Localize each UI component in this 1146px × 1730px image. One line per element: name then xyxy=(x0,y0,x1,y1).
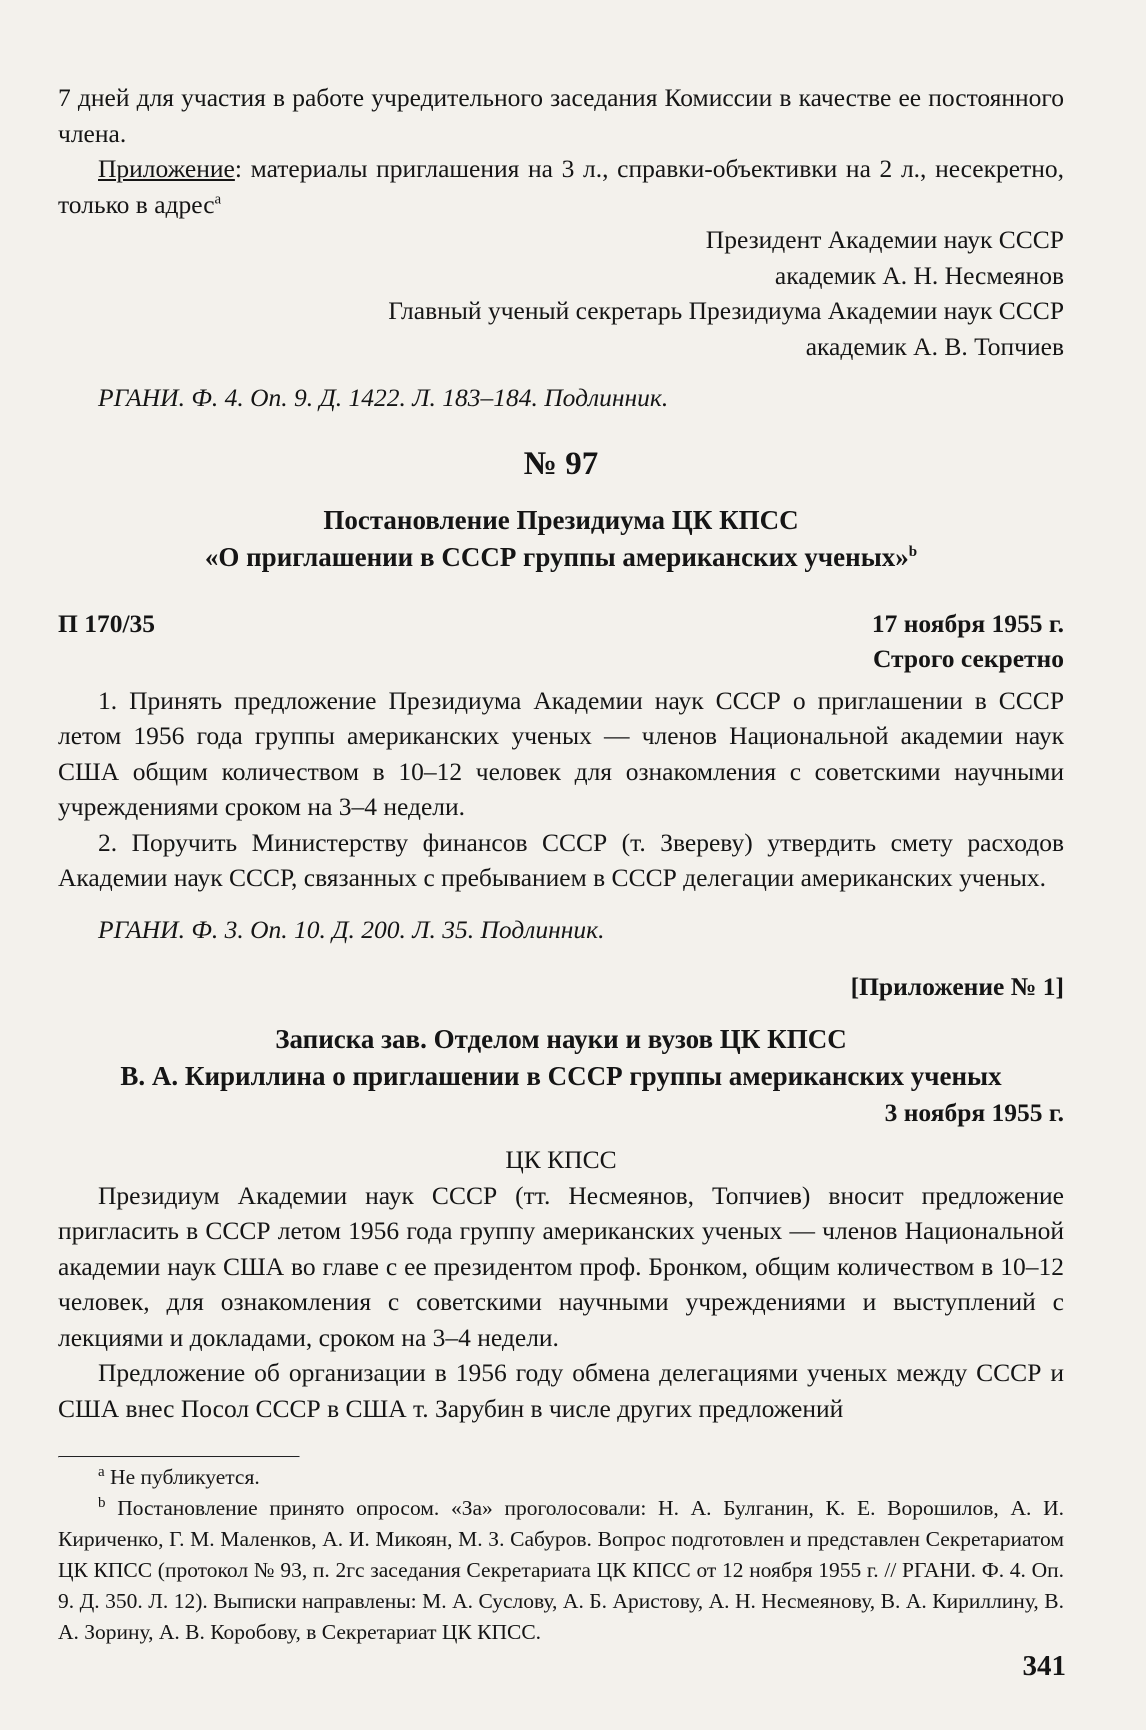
addressee: ЦК КПСС xyxy=(505,1145,617,1174)
appendix-title-line-2: В. А. Кириллина о приглашении в СССР группы американских ученых xyxy=(120,1060,1002,1091)
signature-line-3: Главный ученый секретарь Президиума Академии наук СССР xyxy=(388,296,1064,325)
footnote-b: $^b$ Постановление принято опросом. «За» проголосовали: Н. А. Булганин, К. Е. Ворошилов, А. И. Кириченко, Г. М. Маленков, А. И. Микоян, М. З. Сабуров. Вопрос подготовлен и представлен Секретариатом ЦК КПСС (протокол № 93, п. 2гс заседания Секретариата ЦК КПСС от 12 ноября 1955 г. // РГАНИ. Ф. 4. Оп. 9. Д. 350. Л. 12). Выписки направлены: М. А. Суслову, А. Б. Аристову, А. Н. Несмеянову, В. А. Кириллину, В. А. Зорину, А. В. Коробову, в Секретариат ЦК КПСС. xyxy=(58,1494,1064,1644)
appendix-paragraph-1: Президиум Академии наук СССР (тт. Несмеянов, Топчиев) вносит предложение пригласить в СССР летом 1956 года группу американских ученых — членов Национальной академии наук США во главе с ее президентом проф. Бронком, общим количеством в 10–12 человек, для ознакомления с советскими научными учреждениями и выступлений с лекциями и докладами, сроком на 3–4 недели. xyxy=(58,1180,1064,1352)
footnote-rule xyxy=(58,1456,300,1458)
signature-line-4: академик А. В. Топчиев xyxy=(805,331,1064,361)
attachment-label: Приложение xyxy=(98,154,235,183)
archive-source-1: РГАНИ. Ф. 4. Оп. 9. Д. 1422. Л. 183–184. Подлинник. xyxy=(98,383,669,412)
classification-stamp: Строго секретно xyxy=(872,644,1064,673)
attachment-text: : материалы приглашения на 3 л., справки-объективки на 2 л., несекретно, только в адрес xyxy=(58,154,1064,219)
footnote-a: $^a$ Не публикуется. xyxy=(98,1463,260,1489)
document-title-line-2: «О приглашении в СССР группы американских ученых»$^b$ xyxy=(204,541,918,572)
document-title-line-1: Постановление Президиума ЦК КПСС xyxy=(323,504,799,535)
resolution-item-2: 2. Поручить Министерству финансов СССР (т. Звереву) утвердить смету расходов Академии наук СССР, связанных с пребыванием в СССР делегации американских ученых. xyxy=(58,827,1064,892)
continuation-text: 7 дней для участия в работе учредительного заседания Комиссии в качестве ее постоянного члена. xyxy=(58,83,1064,148)
protocol-number: П 170/35 xyxy=(58,608,156,638)
document-date: 17 ноября 1955 г. xyxy=(871,608,1064,638)
appendix-paragraph-2: Предложение об организации в 1956 году обмена делегациями ученых между СССР и США внес Посол СССР в США т. Зарубин в числе других предложений xyxy=(58,1358,1064,1423)
resolution-item-1: 1. Принять предложение Президиума Академии наук СССР о приглашении в СССР летом 1956 года группы американских ученых — членов Национальной академии наук США общим количеством в 10–12 человек для ознакомления с советскими научными учреждениями сроком на 3–4 недели. xyxy=(58,685,1064,821)
signature-line-1: Президент Академии наук СССР xyxy=(705,225,1064,254)
archive-source-2: РГАНИ. Ф. 3. Оп. 10. Д. 200. Л. 35. Подлинник. xyxy=(98,914,605,944)
page-number: 341 xyxy=(1022,1650,1066,1682)
footnotes-section xyxy=(58,1456,1064,1648)
appendix-title-line-1: Записка зав. Отделом науки и вузов ЦК КПСС xyxy=(275,1023,847,1054)
document-page xyxy=(58,80,1064,1648)
signature-line-2: академик А. Н. Несмеянов xyxy=(774,260,1064,290)
document-number: № 97 xyxy=(523,445,599,482)
appendix-date: 3 ноября 1955 г. xyxy=(884,1097,1064,1127)
appendix-label: [Приложение № 1] xyxy=(850,972,1064,1001)
attachment-paragraph xyxy=(58,151,1064,222)
footnote-ref-a: a xyxy=(214,191,222,207)
footnote-ref-b: b xyxy=(908,543,918,560)
